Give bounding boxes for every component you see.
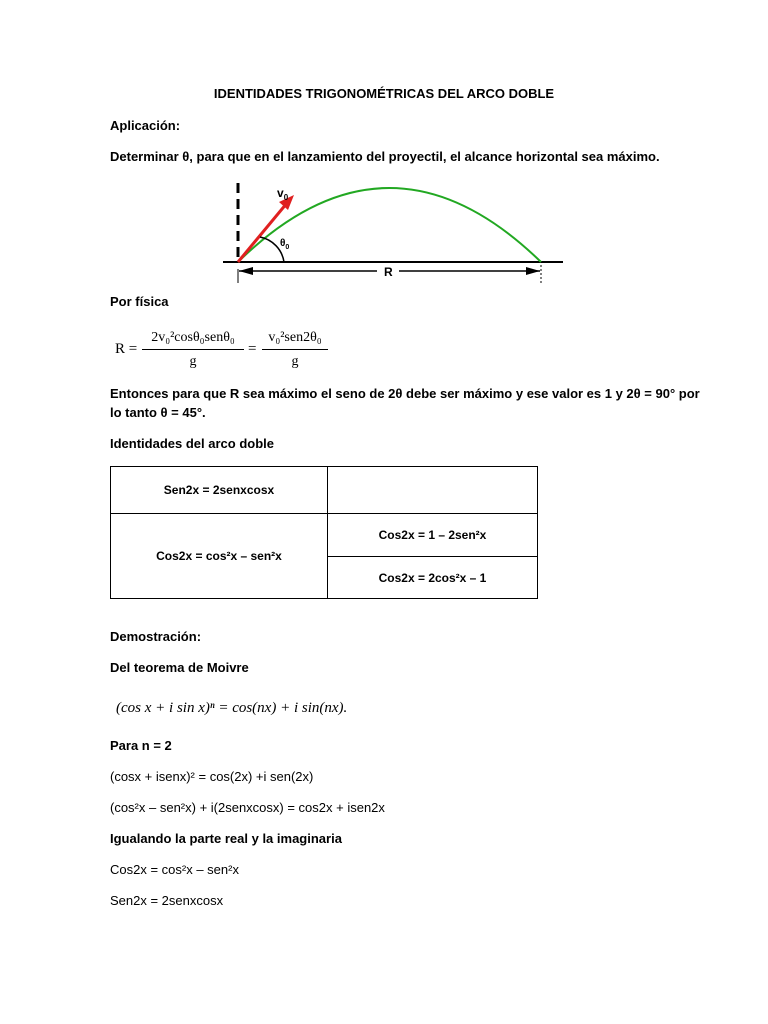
formula-numerator-1: 2v₀²cosθ₀senθ₀ [142, 330, 244, 350]
identities-table [110, 466, 538, 599]
problem-statement: Determinar θ, para que en el lanzamiento del proyectil, el alcance horizontal sea máximo. [110, 149, 660, 164]
aplicacion-heading: Aplicación: [110, 118, 181, 133]
formula-denominator-1: g [189, 354, 197, 369]
step-1: (cosx + isenx)² = cos(2x) +i sen(2x) [110, 769, 314, 784]
identidades-heading: Identidades del arco doble [110, 436, 274, 451]
v0-label: $v_0$ [277, 186, 289, 202]
step-3: Cos2x = cos²x – sen²x [110, 862, 239, 877]
page-title: IDENTIDADES TRIGONOMÉTRICAS DEL ARCO DOBLE [213, 86, 555, 101]
cell-empty [327, 466, 538, 514]
conclusion-line-1: Entonces para que R sea máximo el seno de 2θ debe ser máximo y ese valor es 1 y 2θ = 90° por [110, 386, 700, 401]
cell-cos2x-a: Cos2x = 1 – 2sen²x [327, 513, 538, 557]
cell-cos2x-b: Cos2x = 2cos²x – 1 [327, 556, 538, 599]
formula-numerator-2: v₀²sen2θ₀ [262, 330, 328, 350]
formula-denominator-2: g [291, 354, 299, 369]
por-fisica-label: Por física [110, 294, 169, 309]
cell-sen2x: Sen2x = 2senxcosx [110, 466, 328, 514]
demostracion-heading: Demostración: [110, 629, 202, 644]
formula-fraction-2 [262, 330, 328, 370]
formula-lhs: R = [115, 341, 138, 357]
conclusion-line-2: lo tanto θ = 45°. [110, 405, 206, 420]
cell-cos2x: Cos2x = cos²x – sen²x [110, 513, 328, 599]
step-4: Sen2x = 2senxcosx [110, 893, 224, 908]
para-n-label: Para n = 2 [110, 738, 172, 753]
range-label: R [384, 265, 393, 279]
moivre-heading: Del teorema de Moivre [110, 660, 249, 675]
formula-fraction-1 [142, 330, 244, 370]
velocity-arrow [238, 203, 290, 262]
theta0-label: $\theta_0$ [280, 238, 290, 251]
projectile-diagram [215, 175, 570, 287]
igualando-label: Igualando la parte real y la imaginaria [110, 831, 342, 846]
formula-equals: = [248, 341, 257, 357]
moivre-formula: (cos x + i sin x)ⁿ = cos(nx) + i sin(nx). [116, 700, 348, 716]
step-2: (cos²x – sen²x) + i(2senxcosx) = cos2x + isen2x [110, 800, 385, 815]
